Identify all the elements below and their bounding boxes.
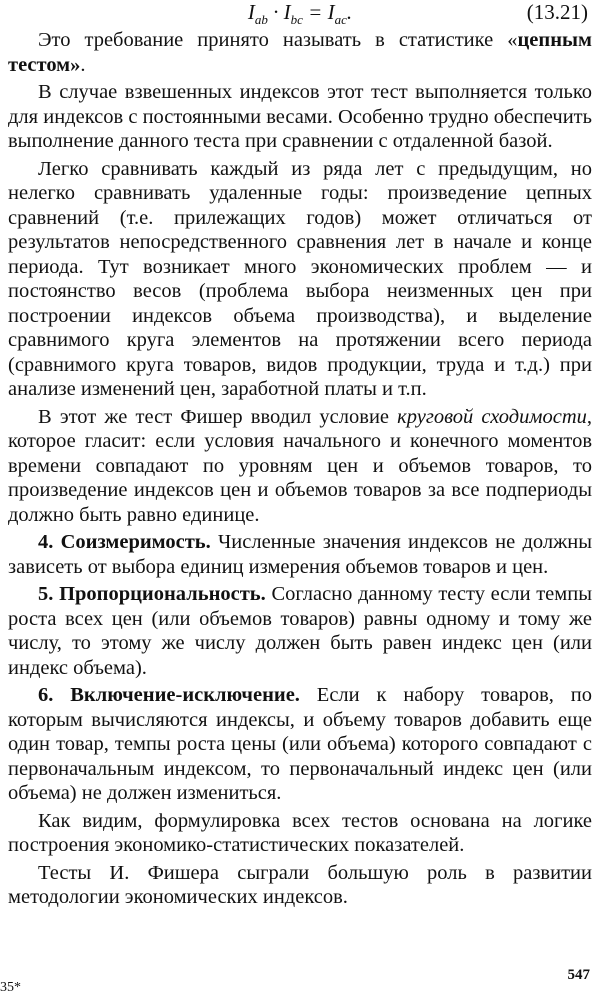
equation-number: (13.21) <box>526 0 588 24</box>
formula-term-iab: $I_{ab}$ <box>247 0 268 28</box>
heading-proportionality: 5. Пропорциональность. <box>38 583 266 605</box>
chain-test-formula <box>8 0 592 28</box>
formula-equals: = <box>302 0 328 24</box>
heading-inclusion-exclusion: 6. Включение-исключение. <box>38 684 300 706</box>
signature-mark: 35* <box>0 980 21 995</box>
formula-line <box>8 0 592 28</box>
paragraph-chain-test: Это требование принято называть в статистике «цепным тестом». <box>8 29 592 76</box>
paragraph-conclusion: Как видим, формулировка всех тестов основана на логике построения экономико-статистических показателей. <box>8 809 592 856</box>
formula-end: . <box>346 0 353 24</box>
paragraph-inclusion-exclusion: 6. Включение-исключение. Если к набору товаров, по которым вычисляются индексы, и объему товаров добавить еще один товар, темпы роста цены (или объема) которого совпадают с первоначальным индексом, то первоначальный индекс цен (или объема) не должен измениться. <box>8 684 592 804</box>
paragraph-proportionality: 5. Пропорциональность. Согласно данному тесту если темпы роста всех цен (или объемов товаров) равны одному и тому же числу, то этому же числу должен быть равен индекс цен (или индекс объема). <box>8 583 592 679</box>
paragraph-distant-years: Легко сравнивать каждый из ряда лет с предыдущим, но нелегко сравнивать удаленные годы: произведение цепных сравнений (т.е. прилежащих годов) может отличаться от результатов непосредственного сравнения лет в начале и конце периода. Тут возникает много экономических проблем — и постоянство весов (проблема выбора неизменных цен при построении индексов объема производства), и выделение сравнимого круга элементов на протяжении всего периода (сравнимого круга товаров, видов продукции, труда и т.д.) при анализе изменений цен, заработной платы и т.п. <box>8 157 592 400</box>
formula-term-iac: $I_{ac}$ <box>327 0 347 28</box>
heading-commensurability: 4. Соизмеримость. <box>38 531 211 553</box>
paragraph-fisher-role: Тесты И. Фишера сыграли большую роль в развитии методологии экономических индексов. <box>8 861 592 908</box>
paragraph-commensurability: 4. Соизмеримость. Численные значения индексов не должны зависеть от выбора единиц измерения объемов товаров и цен. <box>8 531 592 578</box>
term-chain-test: цепным тестом» <box>8 29 592 76</box>
term-circular-convergence: круговой сходимости <box>397 405 587 428</box>
page-number: 547 <box>567 967 590 983</box>
book-page <box>8 0 592 1005</box>
paragraph-weighted-indexes: В случае взвешенных индексов этот тест выполняется только для индексов с постоянными весами. Особенно трудно обеспечить выполнение данного теста при сравнении с отдаленной базой. <box>8 81 592 152</box>
paragraph-circular-convergence: В этот же тест Фишер вводил условие круговой сходимости, которое гласит: если условия начального и конечного моментов времени совпадают по уровням цен и объемов товаров, то произведение индексов цен и объемов товаров за все подпериоды должно быть равно единице. <box>8 405 592 526</box>
formula-dot: · <box>267 0 284 24</box>
formula-term-ibc: $I_{bc}$ <box>283 0 303 28</box>
